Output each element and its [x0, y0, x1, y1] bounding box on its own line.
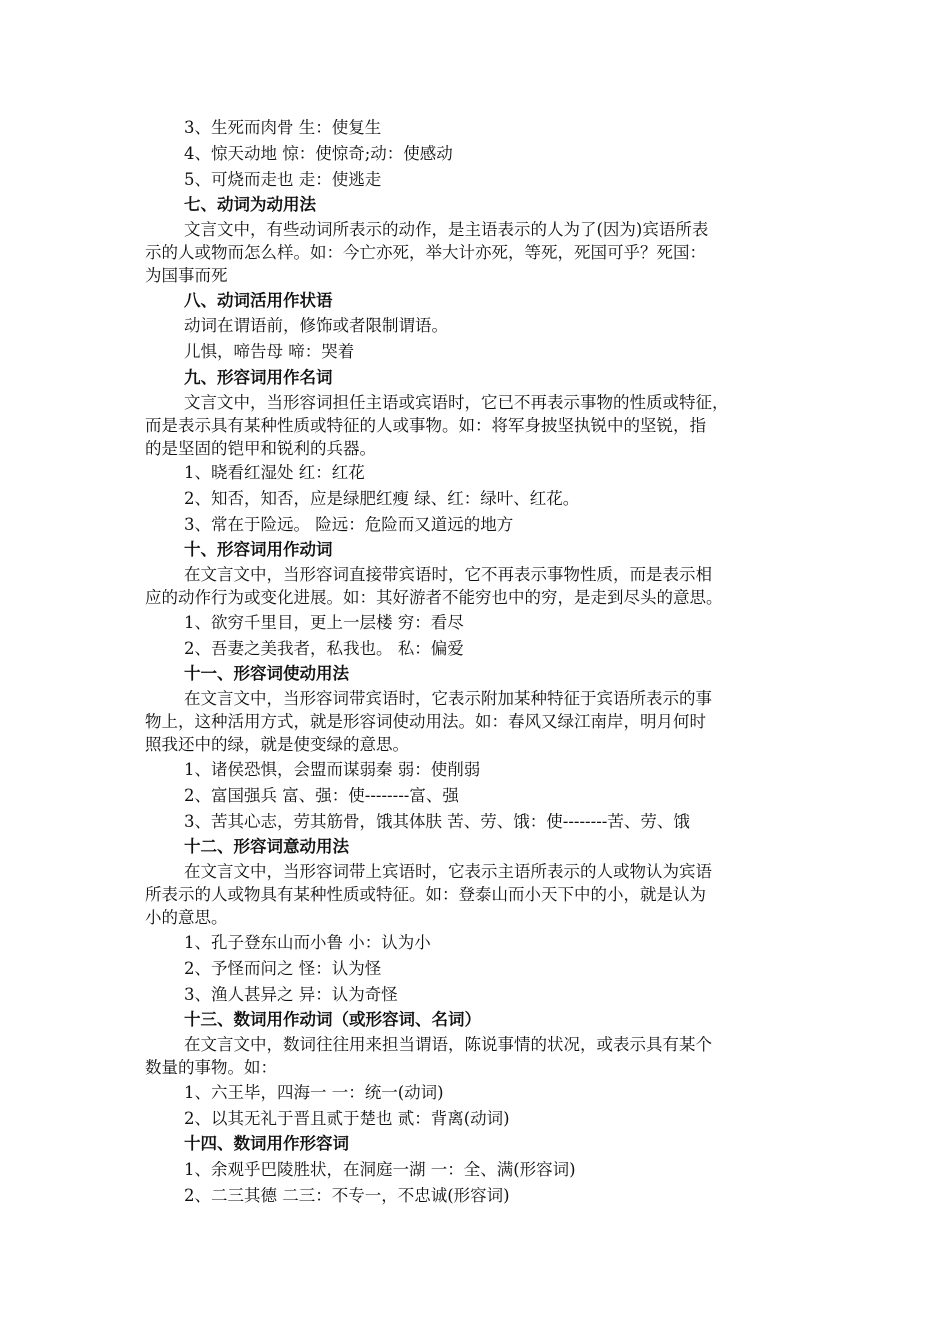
- section-heading: 九、形容词用作名词: [184, 368, 333, 387]
- paragraph-line: 示的人或物而怎么样。如：今亡亦死，举大计亦死，等死，死国可乎？死国：: [145, 243, 706, 262]
- paragraph-line: 在文言文中，数词往往用来担当谓语，陈说事情的状况，或表示具有某个: [184, 1035, 712, 1054]
- section-heading: 七、动词为动用法: [184, 195, 316, 214]
- paragraph-line: 文言文中，有些动词所表示的动作，是主语表示的人为了(因为)宾语所表: [184, 220, 709, 239]
- example-line: 儿惧，啼告母 啼：哭着: [184, 342, 355, 361]
- paragraph-line: 文言文中，当形容词担任主语或宾语时，它已不再表示事物的性质或特征，: [184, 393, 729, 412]
- example-line: 2、知否，知否，应是绿肥红瘦 绿、红：绿叶、红花。: [184, 489, 580, 508]
- example-line: 3、生死而肉骨 生：使复生: [184, 118, 382, 137]
- paragraph-line: 动词在谓语前，修饰或者限制谓语。: [184, 316, 448, 335]
- example-line: 2、予怪而问之 怪：认为怪: [184, 959, 382, 978]
- example-line: 1、孔子登东山而小鲁 小：认为小: [184, 933, 431, 952]
- paragraph-line: 在文言文中，当形容词带上宾语时，它表示主语所表示的人或物认为宾语: [184, 862, 712, 881]
- paragraph-line: 应的动作行为或变化进展。如：其好游者不能穷也中的穷，是走到尽头的意思。: [145, 588, 723, 607]
- paragraph-line: 为国事而死: [145, 266, 228, 285]
- example-line: 1、诸侯恐惧，会盟而谋弱秦 弱：使削弱: [184, 760, 481, 779]
- paragraph-line: 小的意思。: [145, 908, 228, 927]
- example-line: 4、惊天动地 惊：使惊奇;动：使感动: [184, 144, 453, 163]
- section-heading: 十、形容词用作动词: [184, 540, 333, 559]
- paragraph-line: 数量的事物。如：: [145, 1058, 277, 1077]
- paragraph-line: 照我还中的绿，就是使变绿的意思。: [145, 735, 409, 754]
- paragraph-line: 物上，这种活用方式，就是形容词使动用法。如：春风又绿江南岸，明月何时: [145, 712, 706, 731]
- section-heading: 八、动词活用作状语: [184, 291, 333, 310]
- example-line: 2、富国强兵 富、强：使--------富、强: [184, 786, 459, 805]
- section-heading: 十一、形容词使动用法: [184, 664, 349, 683]
- example-line: 3、渔人甚异之 异：认为奇怪: [184, 985, 398, 1004]
- example-line: 1、余观乎巴陵胜状，在洞庭一湖 一：全、满(形容词): [184, 1160, 576, 1179]
- section-heading: 十三、数词用作动词（或形容词、名词）: [184, 1010, 481, 1029]
- paragraph-line: 在文言文中，当形容词带宾语时，它表示附加某种特征于宾语所表示的事: [184, 689, 712, 708]
- section-heading: 十四、数词用作形容词: [184, 1134, 349, 1153]
- example-line: 1、欲穷千里目，更上一层楼 穷：看尽: [184, 613, 464, 632]
- example-line: 3、常在于险远。 险远：危险而又道远的地方: [184, 515, 514, 534]
- example-line: 2、吾妻之美我者，私我也。 私：偏爱: [184, 639, 464, 658]
- example-line: 3、苦其心志，劳其筋骨，饿其体肤 苦、劳、饿：使--------苦、劳、饿: [184, 812, 690, 831]
- section-heading: 十二、形容词意动用法: [184, 837, 349, 856]
- paragraph-line: 的是坚固的铠甲和锐利的兵器。: [145, 439, 376, 458]
- paragraph-line: 所表示的人或物具有某种性质或特征。如：登泰山而小天下中的小，就是认为: [145, 885, 706, 904]
- example-line: 1、晓看红湿处 红：红花: [184, 463, 365, 482]
- paragraph-line: 而是表示具有某种性质或特征的人或事物。如：将军身披坚执锐中的坚锐，指: [145, 416, 706, 435]
- example-line: 2、以其无礼于晋且贰于楚也 贰：背离(动词): [184, 1109, 510, 1128]
- example-line: 2、二三其德 二三：不专一，不忠诚(形容词): [184, 1186, 510, 1205]
- example-line: 1、六王毕，四海一 一：统一(动词): [184, 1083, 444, 1102]
- paragraph-line: 在文言文中，当形容词直接带宾语时，它不再表示事物性质，而是表示相: [184, 565, 712, 584]
- example-line: 5、可烧而走也 走：使逃走: [184, 170, 382, 189]
